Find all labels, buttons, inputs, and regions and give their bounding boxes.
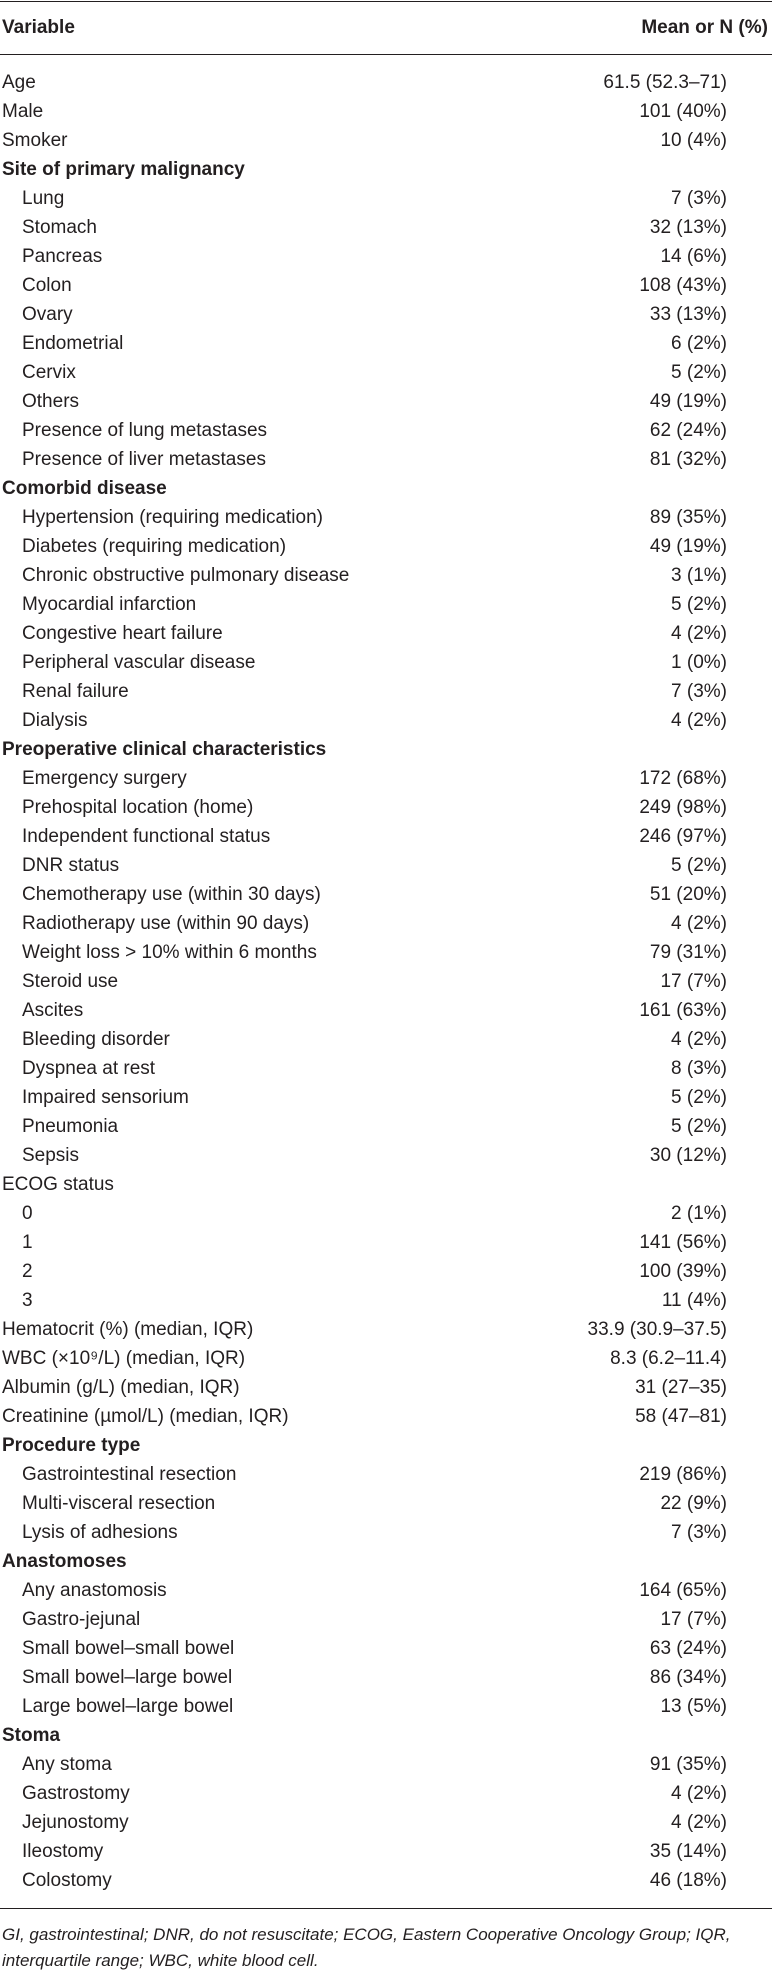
row-variable: ECOG status — [2, 1174, 114, 1195]
row-value: 246 (97%) — [639, 826, 727, 847]
row-variable: Lysis of adhesions — [22, 1522, 178, 1543]
table-row — [0, 300, 772, 329]
row-value: 4 (2%) — [671, 623, 727, 644]
table-row — [0, 1663, 772, 1692]
row-value: 14 (6%) — [660, 246, 727, 267]
table-bottom-rule — [0, 1908, 772, 1909]
table-row — [0, 967, 772, 996]
table-row — [0, 880, 772, 909]
table-row — [0, 706, 772, 735]
row-value: 1 (0%) — [671, 652, 727, 673]
row-value: 4 (2%) — [671, 1783, 727, 1804]
row-variable: Bleeding disorder — [22, 1029, 170, 1050]
row-value: 91 (35%) — [649, 1754, 727, 1775]
row-value: 4 (2%) — [671, 1029, 727, 1050]
row-value: 10 (4%) — [660, 130, 727, 151]
table-row — [0, 619, 772, 648]
table-section-row — [0, 1721, 772, 1750]
table-row — [0, 851, 772, 880]
table-row — [0, 1837, 772, 1866]
row-variable: Stoma — [2, 1725, 61, 1746]
table-row — [0, 1692, 772, 1721]
table-row — [0, 1025, 772, 1054]
table-row — [0, 561, 772, 590]
table-row — [0, 1402, 772, 1431]
table-row — [0, 1228, 772, 1257]
table-row — [0, 938, 772, 967]
row-value: 81 (32%) — [649, 449, 727, 470]
table-row — [0, 1460, 772, 1489]
row-variable: Renal failure — [22, 681, 129, 702]
row-value: 62 (24%) — [649, 420, 727, 441]
row-value: 8.3 (6.2–11.4) — [610, 1348, 727, 1369]
row-variable: Jejunostomy — [22, 1812, 129, 1833]
table-row — [0, 358, 772, 387]
row-variable: Small bowel–small bowel — [22, 1638, 235, 1659]
row-variable: Endometrial — [22, 333, 124, 354]
row-variable: Any anastomosis — [22, 1580, 167, 1601]
row-variable: Independent functional status — [22, 826, 271, 847]
row-value: 22 (9%) — [660, 1493, 727, 1514]
row-variable: Hematocrit (%) (median, IQR) — [2, 1319, 254, 1340]
table-row — [0, 1808, 772, 1837]
table-section-row — [0, 1431, 772, 1460]
row-value: 13 (5%) — [660, 1696, 727, 1717]
row-variable: Small bowel–large bowel — [22, 1667, 233, 1688]
header-variable: Variable — [2, 17, 75, 38]
row-variable: Diabetes (requiring medication) — [22, 536, 287, 557]
row-value: 2 (1%) — [671, 1203, 727, 1224]
table-row — [0, 677, 772, 706]
table-row — [0, 532, 772, 561]
row-variable: Emergency surgery — [22, 768, 187, 789]
row-variable: Peripheral vascular disease — [22, 652, 256, 673]
row-variable: Weight loss > 10% within 6 months — [22, 942, 317, 963]
table-row — [0, 329, 772, 358]
table-row — [0, 1344, 772, 1373]
row-variable: Presence of liver metastases — [22, 449, 266, 470]
row-variable: Pneumonia — [22, 1116, 119, 1137]
table-row — [0, 242, 772, 271]
row-value: 101 (40%) — [639, 101, 727, 122]
table-row — [0, 1576, 772, 1605]
row-variable: Impaired sensorium — [22, 1087, 189, 1108]
row-value: 32 (13%) — [649, 217, 727, 238]
row-value: 249 (98%) — [639, 797, 727, 818]
row-value: 51 (20%) — [649, 884, 727, 905]
row-value: 108 (43%) — [639, 275, 727, 296]
table-row — [0, 1315, 772, 1344]
table-row — [0, 909, 772, 938]
table-row — [0, 1257, 772, 1286]
table-row — [0, 764, 772, 793]
table-row — [0, 1373, 772, 1402]
row-value: 6 (2%) — [671, 333, 727, 354]
table-section-row — [0, 735, 772, 764]
row-value: 63 (24%) — [649, 1638, 727, 1659]
table-row — [0, 1170, 772, 1199]
row-variable: Colon — [22, 275, 72, 296]
row-variable: Chronic obstructive pulmonary disease — [22, 565, 350, 586]
table-section-row — [0, 1547, 772, 1576]
table-row — [0, 1286, 772, 1315]
row-variable: Radiotherapy use (within 90 days) — [22, 913, 310, 934]
row-value: 3 (1%) — [671, 565, 727, 586]
row-value: 17 (7%) — [660, 1609, 727, 1630]
table-row — [0, 590, 772, 619]
row-variable: Dialysis — [22, 710, 88, 731]
row-variable: 1 — [22, 1232, 33, 1253]
row-value: 33.9 (30.9–37.5) — [587, 1319, 727, 1340]
row-value: 5 (2%) — [671, 855, 727, 876]
table-row — [0, 1199, 772, 1228]
row-value: 35 (14%) — [649, 1841, 727, 1862]
table-row — [0, 213, 772, 242]
row-value: 5 (2%) — [671, 362, 727, 383]
row-variable: Anastomoses — [2, 1551, 127, 1572]
row-variable: Presence of lung metastases — [22, 420, 268, 441]
table-row — [0, 1866, 772, 1895]
row-value: 86 (34%) — [649, 1667, 727, 1688]
table-row — [0, 1141, 772, 1170]
row-variable: Creatinine (µmol/L) (median, IQR) — [2, 1406, 289, 1427]
row-variable: Sepsis — [22, 1145, 80, 1166]
row-value: 61.5 (52.3–71) — [603, 72, 727, 93]
row-value: 33 (13%) — [649, 304, 727, 325]
row-value: 5 (2%) — [671, 594, 727, 615]
row-variable: Steroid use — [22, 971, 119, 992]
table-row — [0, 97, 772, 126]
row-variable: WBC (×10⁹/L) (median, IQR) — [2, 1348, 246, 1369]
row-value: 5 (2%) — [671, 1087, 727, 1108]
table-row — [0, 1054, 772, 1083]
row-variable: Large bowel–large bowel — [22, 1696, 234, 1717]
table-row — [0, 793, 772, 822]
row-variable: Gastrostomy — [22, 1783, 130, 1804]
table-body — [0, 68, 772, 1895]
row-variable: Chemotherapy use (within 30 days) — [22, 884, 321, 905]
row-variable: Dyspnea at rest — [22, 1058, 156, 1079]
row-variable: Cervix — [22, 362, 76, 383]
table-row — [0, 1750, 772, 1779]
row-value: 7 (3%) — [671, 188, 727, 209]
row-value: 5 (2%) — [671, 1116, 727, 1137]
row-value: 4 (2%) — [671, 1812, 727, 1833]
row-value: 7 (3%) — [671, 681, 727, 702]
table-row — [0, 1779, 772, 1808]
row-variable: Stomach — [22, 217, 97, 238]
row-variable: Comorbid disease — [2, 478, 167, 499]
row-value: 31 (27–35) — [635, 1377, 727, 1398]
row-variable: Male — [2, 101, 44, 122]
row-value: 164 (65%) — [639, 1580, 727, 1601]
row-variable: Myocardial infarction — [22, 594, 197, 615]
row-value: 219 (86%) — [639, 1464, 727, 1485]
row-variable: Procedure type — [2, 1435, 141, 1456]
table-row — [0, 503, 772, 532]
row-value: 17 (7%) — [660, 971, 727, 992]
table-row — [0, 1083, 772, 1112]
row-variable: Preoperative clinical characteristics — [2, 739, 327, 760]
table-row — [0, 271, 772, 300]
row-value: 89 (35%) — [649, 507, 727, 528]
row-variable: Gastrointestinal resection — [22, 1464, 237, 1485]
row-variable: 2 — [22, 1261, 33, 1282]
row-variable: DNR status — [22, 855, 120, 876]
row-variable: Site of primary malignancy — [2, 159, 245, 180]
table-header-row — [0, 2, 772, 54]
table-row — [0, 1518, 772, 1547]
table-row — [0, 1489, 772, 1518]
table-row — [0, 445, 772, 474]
row-value: 49 (19%) — [649, 536, 727, 557]
table-row — [0, 648, 772, 677]
row-value: 8 (3%) — [671, 1058, 727, 1079]
row-value: 4 (2%) — [671, 710, 727, 731]
table-row — [0, 822, 772, 851]
table-row — [0, 996, 772, 1025]
row-value: 141 (56%) — [639, 1232, 727, 1253]
row-variable: Multi-visceral resection — [22, 1493, 216, 1514]
row-variable: Lung — [22, 188, 65, 209]
row-value: 79 (31%) — [649, 942, 727, 963]
row-variable: Ovary — [22, 304, 73, 325]
row-variable: Ascites — [22, 1000, 84, 1021]
row-variable: Prehospital location (home) — [22, 797, 254, 818]
row-value: 46 (18%) — [649, 1870, 727, 1891]
table-row — [0, 387, 772, 416]
row-variable: Others — [22, 391, 80, 412]
table-row — [0, 1112, 772, 1141]
row-value: 49 (19%) — [649, 391, 727, 412]
table-row — [0, 1605, 772, 1634]
table-row — [0, 126, 772, 155]
table-row — [0, 416, 772, 445]
row-variable: Gastro-jejunal — [22, 1609, 141, 1630]
row-variable: 0 — [22, 1203, 33, 1224]
table-row — [0, 184, 772, 213]
row-variable: Hypertension (requiring medication) — [22, 507, 323, 528]
row-variable: Congestive heart failure — [22, 623, 223, 644]
table-row — [0, 68, 772, 97]
row-value: 172 (68%) — [639, 768, 727, 789]
row-variable: Colostomy — [22, 1870, 112, 1891]
row-value: 7 (3%) — [671, 1522, 727, 1543]
row-variable: Any stoma — [22, 1754, 112, 1775]
row-variable: Smoker — [2, 130, 68, 151]
row-value: 100 (39%) — [639, 1261, 727, 1282]
row-value: 58 (47–81) — [635, 1406, 727, 1427]
table-footnote: GI, gastrointestinal; DNR, do not resuscitate; ECOG, Eastern Cooperative Oncology Group; IQR, interquartile range; WBC, white blood cell. — [2, 1925, 731, 1970]
row-value: 30 (12%) — [649, 1145, 727, 1166]
table-row — [0, 1634, 772, 1663]
table-section-row — [0, 474, 772, 503]
row-value: 161 (63%) — [639, 1000, 727, 1021]
row-variable: Pancreas — [22, 246, 103, 267]
row-variable: Albumin (g/L) (median, IQR) — [2, 1377, 240, 1398]
table-section-row — [0, 155, 772, 184]
header-value: Mean or N (%) — [641, 17, 768, 38]
row-value: 11 (4%) — [661, 1290, 727, 1311]
row-value: 4 (2%) — [671, 913, 727, 934]
row-variable: Ileostomy — [22, 1841, 104, 1862]
row-variable: 3 — [22, 1290, 33, 1311]
row-variable: Age — [2, 72, 36, 93]
